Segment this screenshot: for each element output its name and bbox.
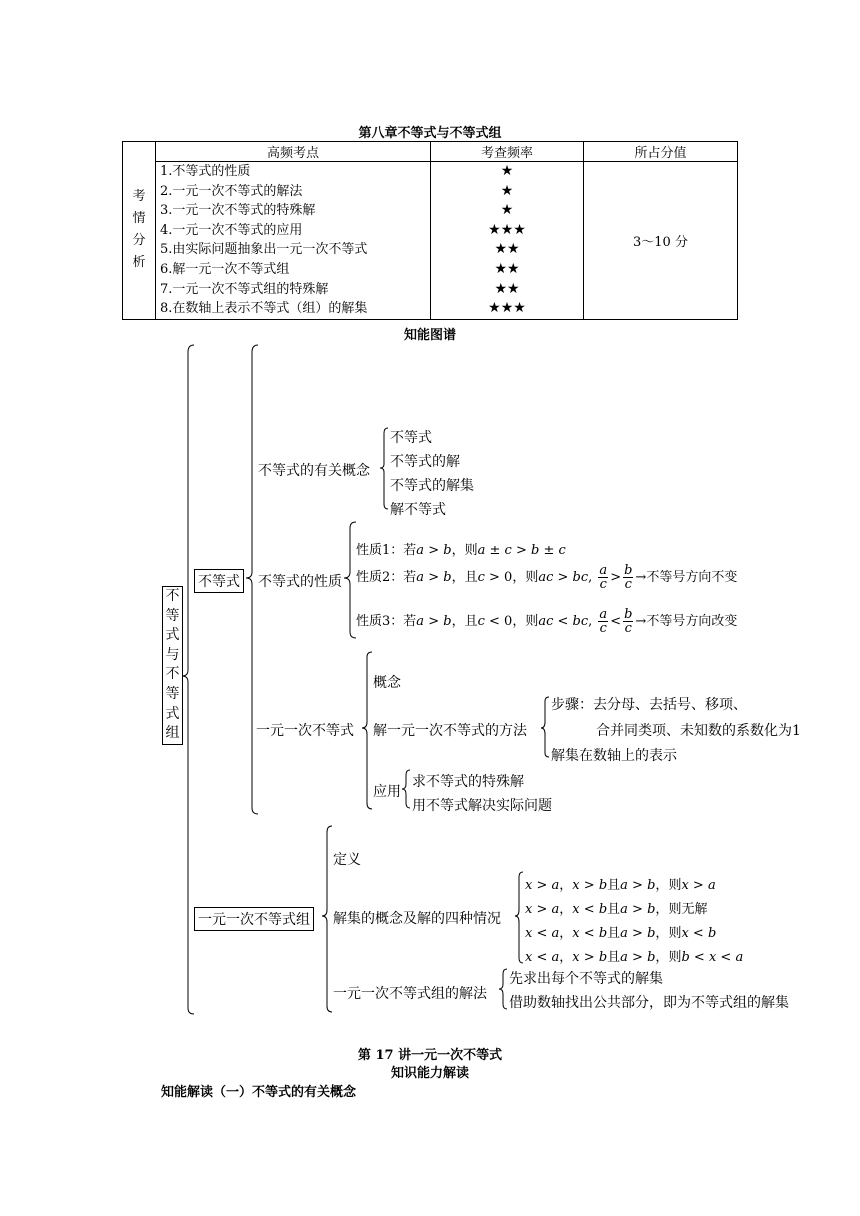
score-range: 3～10 分 [584,162,738,320]
star-rating: ★ [500,182,514,199]
steps-line-1: 步骤：去分母、去括号、移项、 [551,697,747,713]
property-1: 性质1：若a > b，则a ± c > b ± c [356,543,566,558]
property-2: 性质2：若a > b，且c > 0，则ac > bc, $\frac{a}{c}$ > $\frac{b}{c}$ →不等号方向不变 [356,563,738,592]
list-item: x < a，x < b且a > b，则x < b [525,926,717,941]
root-topic-box: 不 等 式 与 不 等 式 组 [162,586,183,745]
property-3: 性质3：若a > b，且c < 0，则ac < bc, $\frac{a}{c}$ < $\frac{b}{c}$ →不等号方向改变 [356,607,738,636]
lecture-title: 第 17 讲一元一次不等式 [357,1048,503,1063]
table-row: 6.解一元一次不等式组 [160,261,290,277]
header-frequency: 考查频率 [431,142,584,162]
table-row: 8.在数轴上表示不等式（组）的解集 [160,301,368,317]
side-label: 考 情 分 析 [123,142,156,320]
star-rating: ★★ [494,280,520,297]
table-row: 4.一元一次不等式的应用 [160,222,303,238]
definition-label: 定义 [333,852,361,868]
table-row: 7.一元一次不等式组的特殊解 [160,281,329,297]
list-item: x > a，x > b且a > b，则x > a [525,878,716,893]
star-rating: ★★ [494,260,520,277]
properties-label: 不等式的性质 [258,574,342,590]
system-method-list [509,967,789,1015]
list-item: x < a，x > b且a > b，则b < x < a [525,950,744,965]
list-item: 用不等式解决实际问题 [412,798,552,814]
method-label: 解一元一次不等式的方法 [373,723,527,739]
concepts-label: 不等式的有关概念 [258,463,370,479]
list-item: 不等式 [390,430,432,446]
table-row: 3.一元一次不等式的特殊解 [160,203,316,219]
system-method-label: 一元一次不等式组的解法 [333,986,487,1002]
ability-title: 知识能力解读 [390,1066,469,1081]
list-item: 不等式的解集 [390,478,474,494]
concept-list [390,426,474,522]
table-row: 1.不等式的性质 [160,164,251,179]
application-list [412,770,552,818]
case-list [525,874,743,970]
list-item: 解不等式 [390,502,446,518]
system-box: 一元一次不等式组 [194,907,314,931]
star-rating: ★ [500,163,514,179]
inequality-box: 不等式 [194,569,244,593]
concept-label: 概念 [373,675,401,691]
application-label: 应用 [373,784,401,800]
list-item: 求不等式的特殊解 [412,774,524,790]
star-rating: ★★★ [488,221,526,238]
list-item: 不等式的解 [390,454,460,470]
star-rating: ★★★ [488,300,526,317]
table-row: 5.由实际问题抽象出一元一次不等式 [160,242,368,258]
list-item: x > a，x < b且a > b，则无解 [525,902,708,917]
table-row: 2.一元一次不等式的解法 [160,183,303,199]
header-score: 所占分值 [584,142,738,162]
map-title: 知能图谱 [403,328,456,343]
linear-label: 一元一次不等式 [256,723,354,739]
cases-label: 解集的概念及解的四种情况 [333,911,501,927]
star-rating: ★★ [494,241,520,258]
list-item: 借助数轴找出公共部分，即为不等式组的解集 [509,995,789,1011]
section-title: 知能解读（一）不等式的有关概念 [161,1085,357,1100]
star-rating: ★ [500,202,514,219]
list-item: 先求出每个不等式的解集 [509,971,663,987]
header-point: 高频考点 [156,142,431,162]
steps-line-2: 合并同类项、未知数的系数化为1 [596,723,801,739]
chapter-title: 第八章不等式与不等式组 [358,126,502,141]
numline-label: 解集在数轴上的表示 [551,748,677,764]
